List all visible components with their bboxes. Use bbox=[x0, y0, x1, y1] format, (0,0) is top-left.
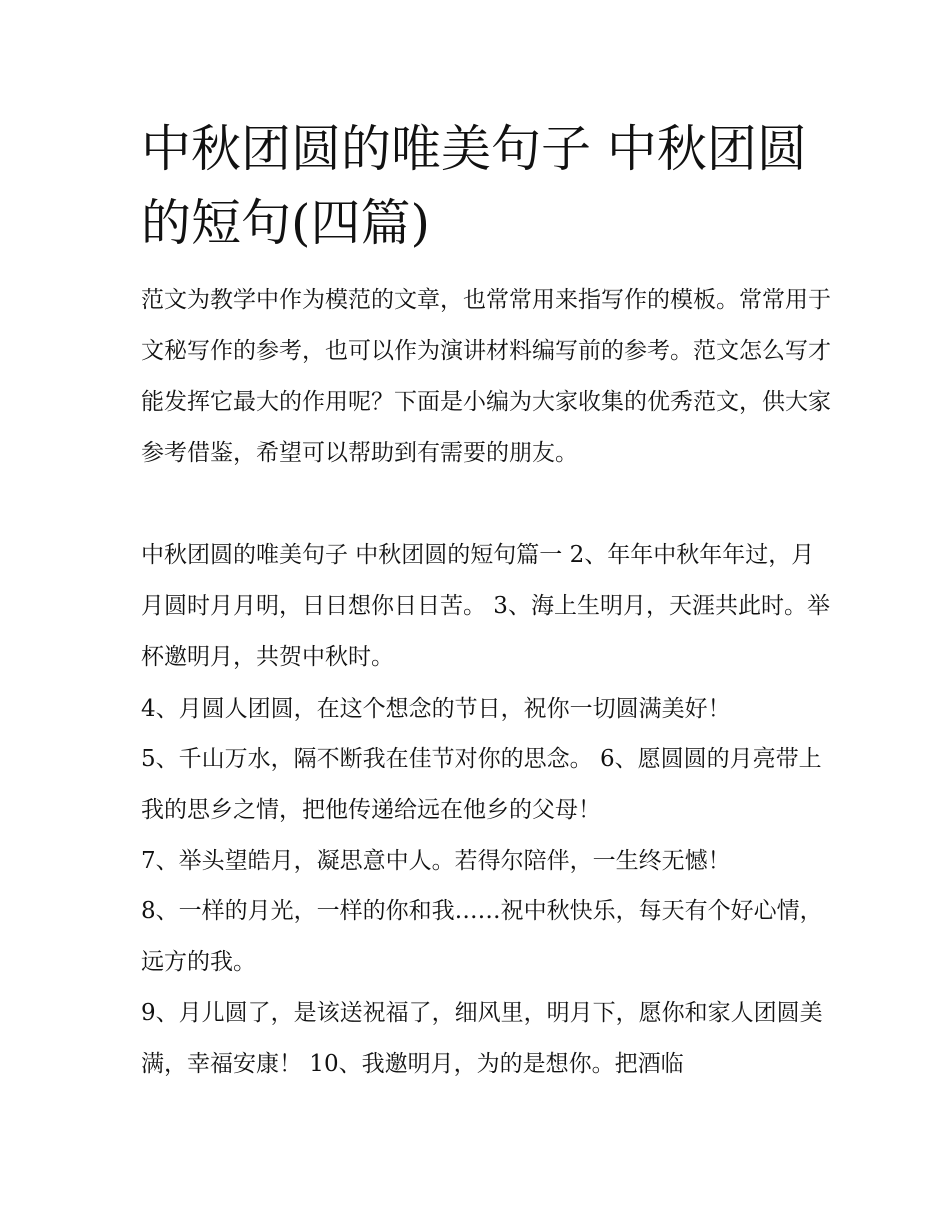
intro-paragraph: 范文为教学中作为模范的文章，也常常用来指写作的模板。常常用于文秘写作的参考，也可以作为演讲材料编写前的参考。范文怎么写才能发挥它最大的作用呢？下面是小编为大家收集的优秀范文，供大家参考借鉴，希望可以帮助到有需要的朋友。 bbox=[141, 287, 831, 466]
document-title: 中秋团圆的唯美句子 中秋团圆的短句(四篇) bbox=[141, 120, 807, 252]
body-paragraph: 中秋团圆的唯美句子 中秋团圆的短句篇一 2、年年中秋年年过，月月圆时月月明，日日想你日日苦。 3、海上生明月，天涯共此时。举杯邀明月，共贺中秋时。 bbox=[141, 542, 830, 670]
body-paragraph: 9、月儿圆了，是该送祝福了，细风里，明月下，愿你和家人团圆美满，幸福安康！ 10、我邀明月，为的是想你。把酒临 bbox=[141, 1000, 823, 1077]
body-paragraph: 4、月圆人团圆，在这个想念的节日，祝你一切圆满美好！ bbox=[141, 696, 731, 722]
body-paragraph: 5、千山万水，隔不断我在佳节对你的思念。 6、愿圆圆的月亮带上我的思乡之情，把他传递给远在他乡的父母！ bbox=[141, 746, 822, 823]
body-paragraph: 8、一样的月光，一样的你和我……祝中秋快乐，每天有个好心情，远方的我。 bbox=[141, 898, 823, 975]
body-paragraph: 7、举头望皓月，凝思意中人。若得尔陪伴，一生终无憾！ bbox=[141, 848, 731, 874]
